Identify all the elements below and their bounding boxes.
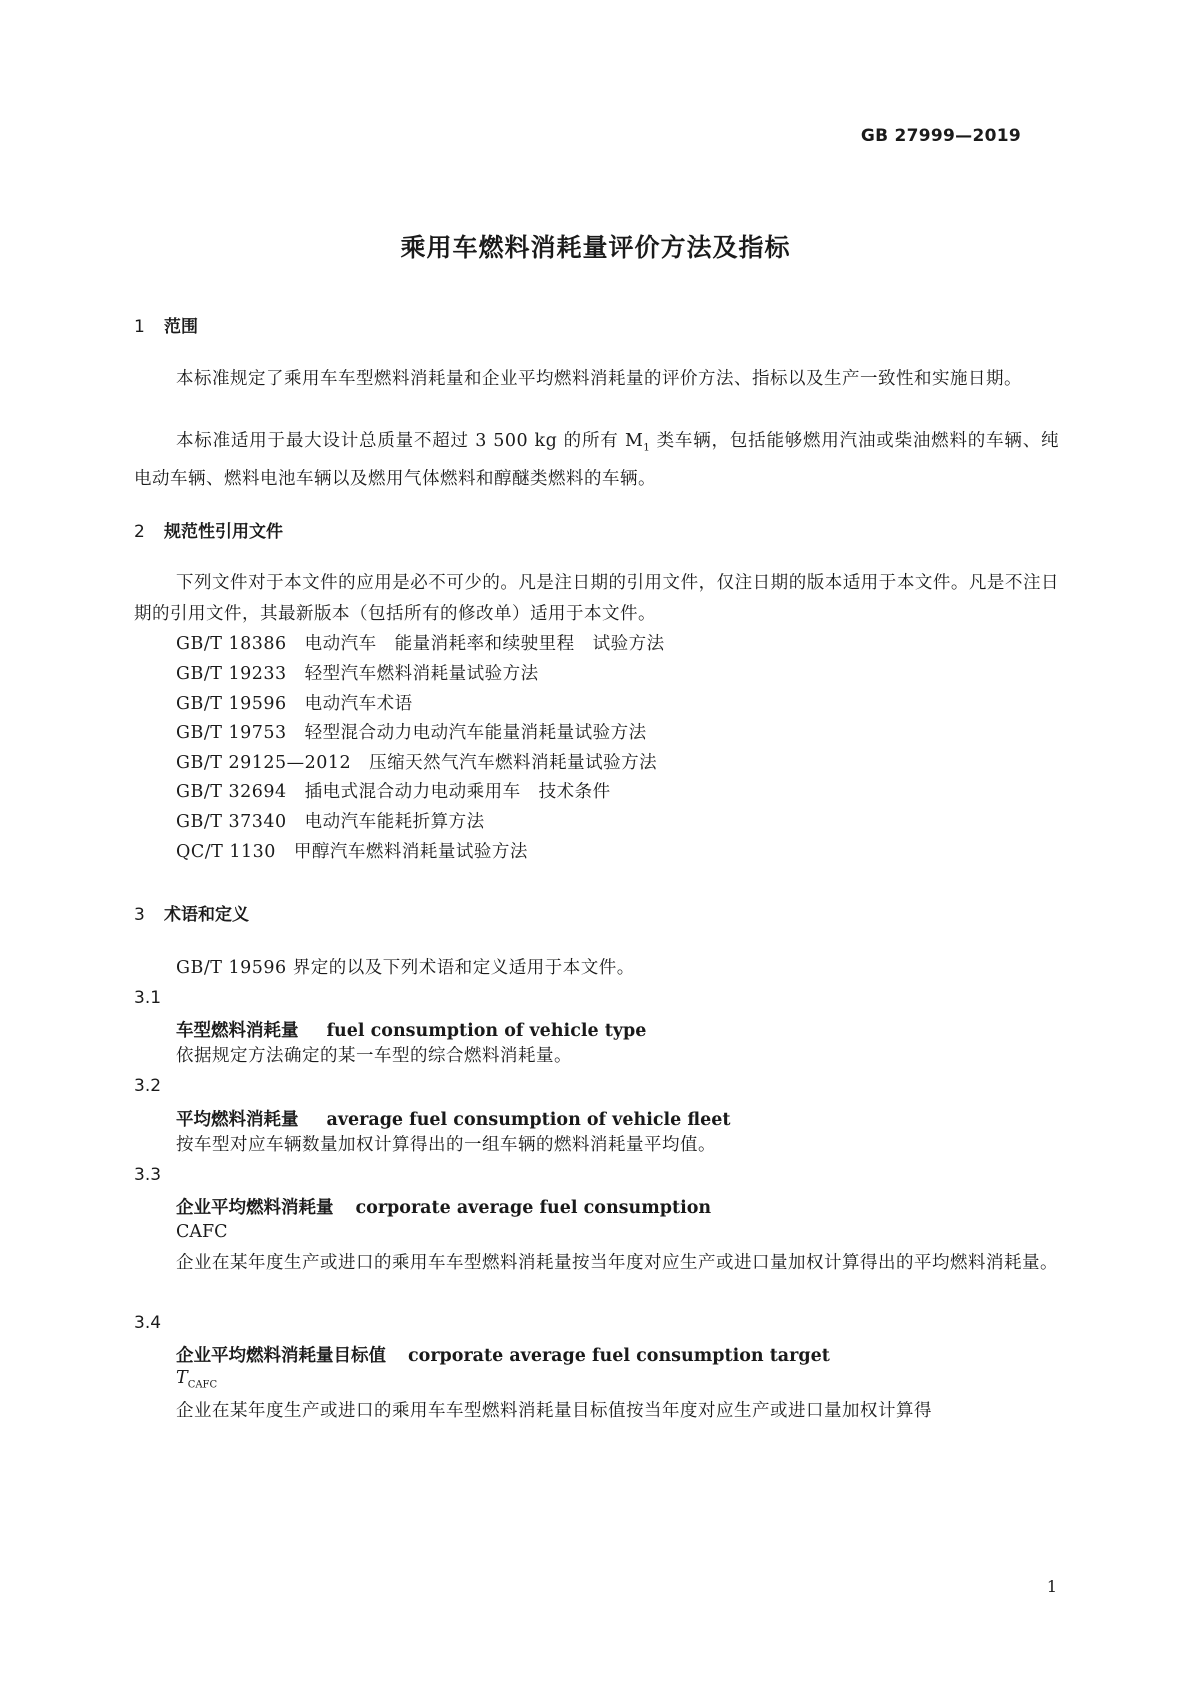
document-title: 乘用车燃料消耗量评价方法及指标 (400, 233, 791, 262)
section-number: 2 (134, 522, 145, 542)
scope-paragraph-1: 本标准规定了乘用车车型燃料消耗量和企业平均燃料消耗量的评价方法、指标以及生产一致性和实施日期。 (176, 369, 1022, 389)
normative-intro-paragraph: 下列文件对于本文件的应用是必不可少的。凡是注日期的引用文件，仅注日期的版本适用于本文件。凡是不注日期的引用文件，其最新版本（包括所有的修改单）适用于本文件。 (134, 573, 1059, 624)
term-english: corporate average fuel consumption target (408, 1346, 830, 1366)
section-title: 规范性引用文件 (164, 522, 283, 542)
category-subscript: 1 (643, 442, 651, 454)
term-definition: 依据规定方法确定的某一车型的综合燃料消耗量。 (176, 1046, 572, 1066)
term-number: 3.2 (134, 1076, 162, 1096)
section-2-heading (134, 517, 283, 542)
term-title (176, 1106, 730, 1131)
term-symbol (176, 1368, 217, 1391)
reference-item: GB/T 18386 电动汽车 能量消耗率和续驶里程 试验方法 (176, 634, 665, 654)
term-english: corporate average fuel consumption (355, 1198, 712, 1218)
standard-code: GB 27999—2019 (860, 126, 1021, 146)
reference-item: GB/T 37340 电动汽车能耗折算方法 (176, 812, 485, 832)
section-number: 3 (134, 905, 145, 925)
term-chinese: 车型燃料消耗量 (176, 1021, 299, 1041)
term-english: average fuel consumption of vehicle fleet (326, 1110, 731, 1130)
scope-text-a: 本标准适用于最大设计总质量不超过 3 500 kg 的所有 M (176, 431, 644, 451)
term-definition: 企业在某年度生产或进口的乘用车车型燃料消耗量按当年度对应生产或进口量加权计算得出的平均燃料消耗量。 (176, 1253, 1058, 1273)
scope-paragraph-2 (134, 426, 1059, 495)
reference-item: GB/T 29125—2012 压缩天然气汽车燃料消耗量试验方法 (176, 753, 658, 773)
term-chinese: 企业平均燃料消耗量目标值 (176, 1346, 386, 1366)
symbol-letter: T (176, 1368, 188, 1388)
section-number: 1 (134, 317, 145, 337)
reference-item: GB/T 19753 轻型混合动力电动汽车能量消耗量试验方法 (176, 723, 647, 743)
term-title (176, 1194, 711, 1219)
term-number: 3.3 (134, 1165, 162, 1185)
section-3-heading (134, 900, 249, 925)
term-number: 3.4 (134, 1313, 162, 1333)
term-title (176, 1017, 646, 1042)
terms-intro: GB/T 19596 界定的以及下列术语和定义适用于本文件。 (176, 958, 635, 978)
term-chinese: 企业平均燃料消耗量 (176, 1198, 334, 1218)
term-chinese: 平均燃料消耗量 (176, 1110, 299, 1130)
page-number: 1 (1046, 1577, 1057, 1596)
section-title: 术语和定义 (164, 905, 249, 925)
term-number: 3.1 (134, 988, 162, 1008)
term-english: fuel consumption of vehicle type (326, 1021, 647, 1041)
section-1-heading (134, 312, 198, 337)
scope-text-b: 类车辆，包括能够燃用汽油或柴油燃料的车辆、纯电动车辆、燃料电池车辆以及燃用气体燃料和醇醚类燃料的车辆。 (134, 431, 1059, 489)
reference-item: GB/T 19596 电动汽车术语 (176, 694, 413, 714)
section-title: 范围 (164, 317, 198, 337)
reference-item: GB/T 19233 轻型汽车燃料消耗量试验方法 (176, 664, 539, 684)
term-definition: 按车型对应车辆数量加权计算得出的一组车辆的燃料消耗量平均值。 (176, 1135, 716, 1155)
reference-item: QC/T 1130 甲醇汽车燃料消耗量试验方法 (176, 842, 528, 862)
term-abbreviation: CAFC (176, 1222, 228, 1242)
term-title (176, 1342, 830, 1367)
symbol-subscript: CAFC (187, 1379, 218, 1391)
reference-item: GB/T 32694 插电式混合动力电动乘用车 技术条件 (176, 782, 611, 802)
term-definition: 企业在某年度生产或进口的乘用车车型燃料消耗量目标值按当年度对应生产或进口量加权计算得 (176, 1401, 932, 1421)
